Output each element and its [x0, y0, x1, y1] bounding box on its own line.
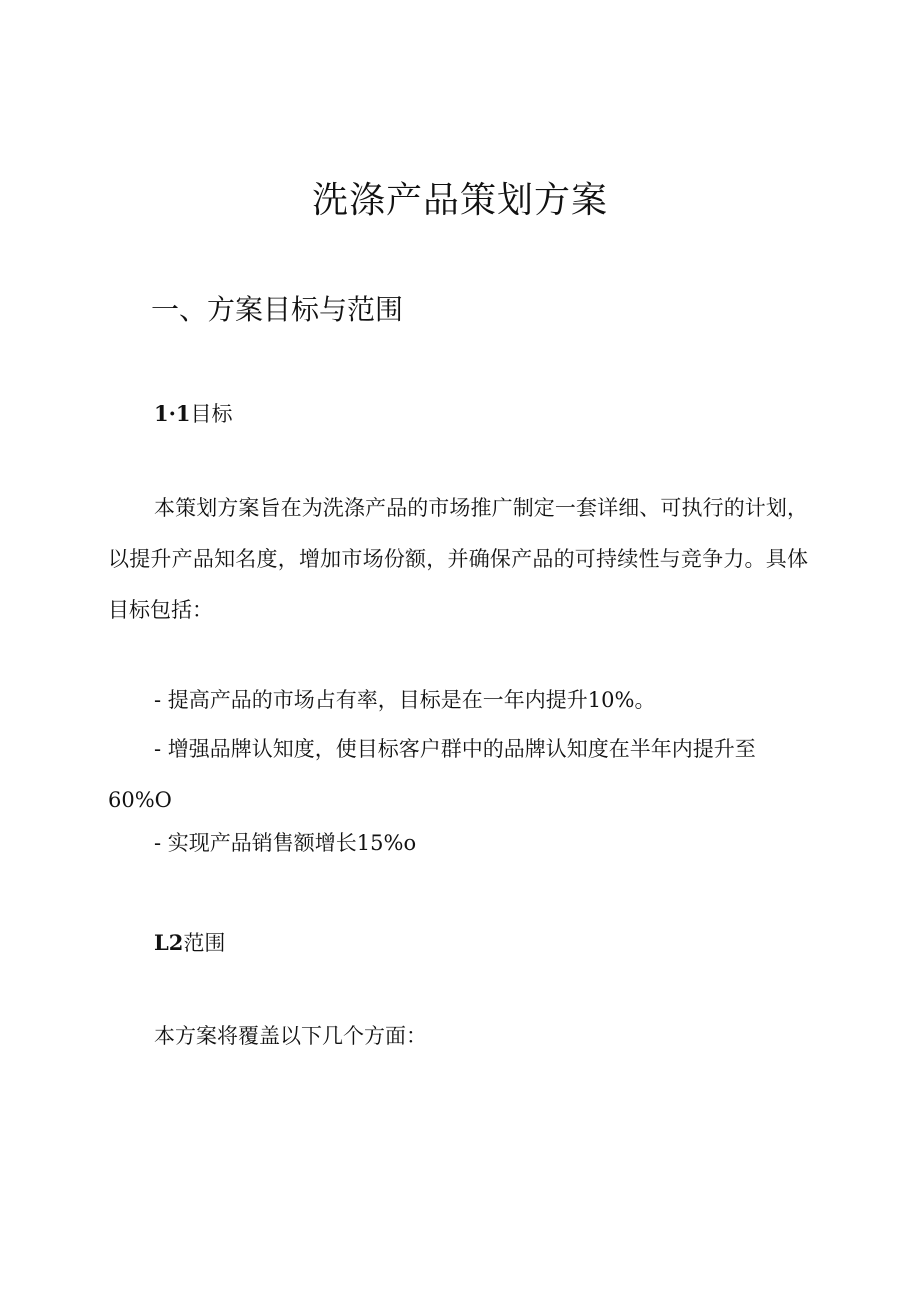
goals-intro-paragraph: 本策划方案旨在为洗涤产品的市场推广制定一套详细、可执行的计划，以提升产品知名度，增加市场份额，并确保产品的可持续性与竞争力。具体目标包括：: [108, 496, 808, 622]
document-title: 洗涤产品策划方案: [311, 180, 608, 221]
goal-item-brand-awareness: - 增强品牌认知度，使目标客户群中的品牌认知度在半年内提升至60%O: [108, 737, 756, 812]
subsection-number: L2: [154, 930, 184, 955]
subsection-number: 1·1: [154, 401, 191, 426]
subsection-heading-goals: [154, 399, 233, 429]
scope-intro-paragraph: 本方案将覆盖以下几个方面：: [154, 1024, 427, 1048]
subsection-label: 目标: [190, 402, 233, 426]
section-heading-goals-scope: 一、方案目标与范围: [151, 293, 404, 326]
subsection-label: 范围: [183, 931, 226, 955]
goal-item-market-share: - 提高产品的市场占有率，目标是在一年内提升10%。: [154, 688, 656, 712]
goal-item-sales-growth: - 实现产品销售额增长15%o: [154, 831, 417, 855]
subsection-heading-scope: [154, 928, 225, 958]
